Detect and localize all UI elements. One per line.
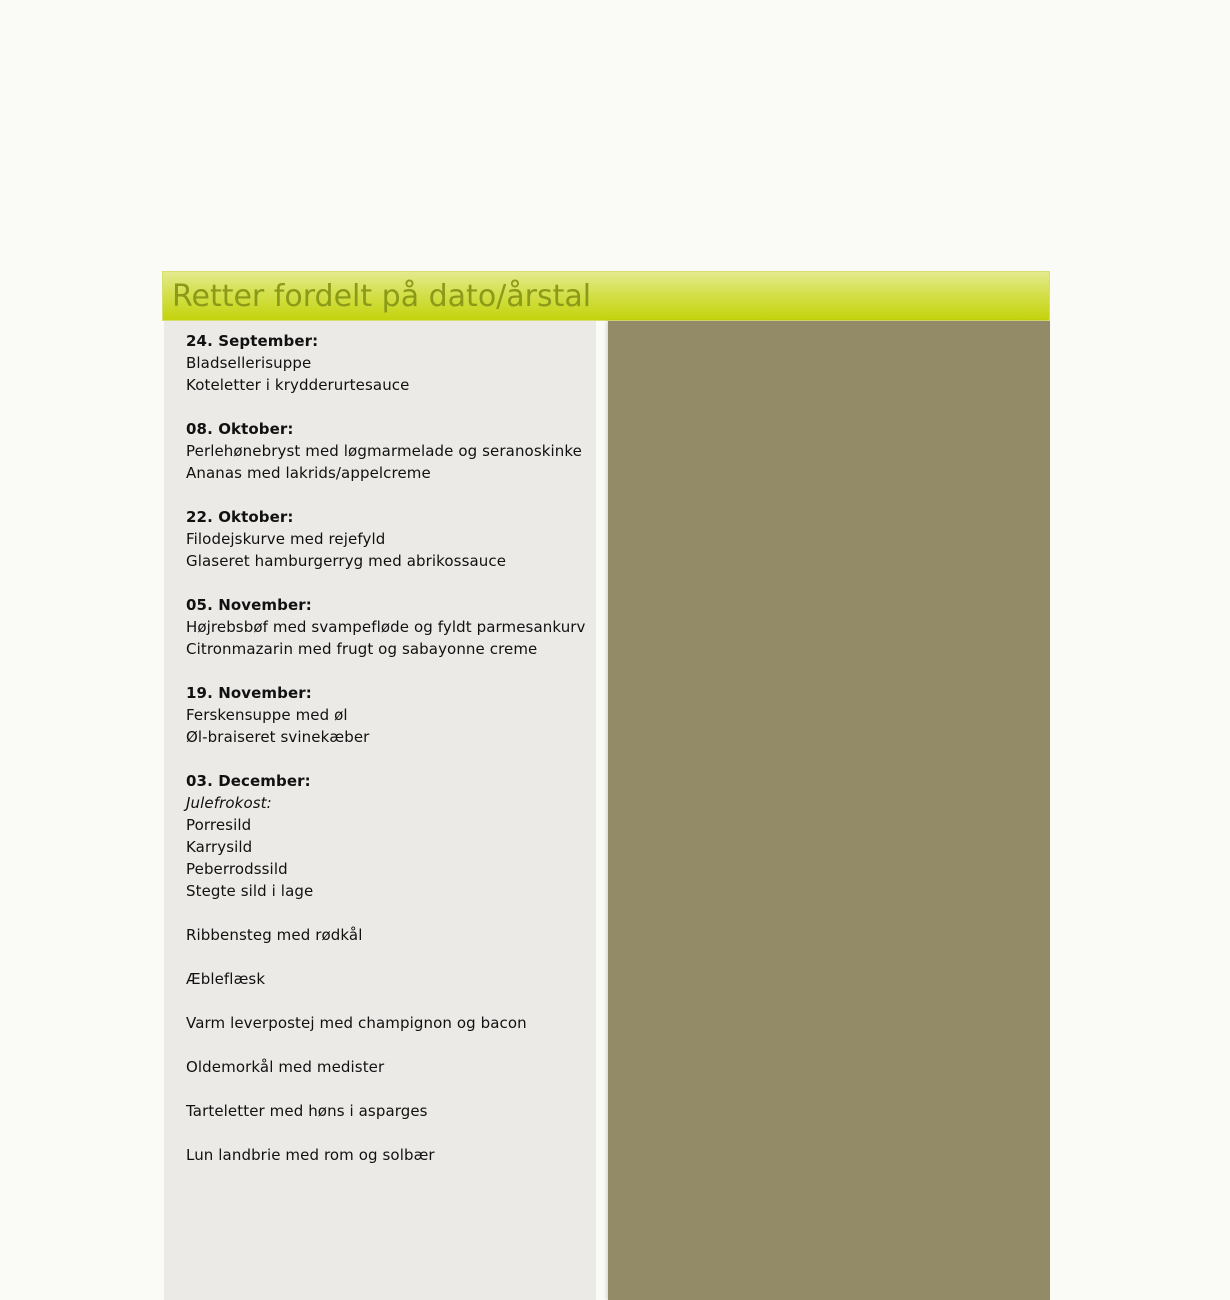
menu-item: Tarteletter med høns i asparges — [186, 1102, 428, 1120]
menu-item: Æbleflæsk — [186, 970, 266, 988]
menu-item: Lun landbrie med rom og solbær — [186, 1146, 435, 1164]
menu-item: Øl-braiseret svinekæber — [186, 728, 370, 746]
menu-item: Oldemorkål med medister — [186, 1058, 385, 1076]
blank-line — [186, 902, 586, 924]
date-heading: 08. Oktober: — [186, 420, 294, 438]
menu-item: Glaseret hamburgerryg med abrikossauce — [186, 552, 507, 570]
menu-item: Peberrodssild — [186, 860, 288, 878]
blank-line — [186, 946, 586, 968]
page-title: Retter fordelt på dato/årstal — [172, 279, 592, 314]
menu-item: Ribbensteg med rødkål — [186, 926, 363, 944]
blank-line — [186, 990, 586, 1012]
date-heading: 24. September: — [186, 332, 319, 350]
blank-line — [186, 572, 586, 594]
menu-column — [164, 321, 596, 1300]
blank-line — [186, 1078, 586, 1100]
menu-item: Perlehønebryst med løgmarmelade og seranoskinke — [186, 442, 582, 460]
menu-item: Varm leverpostej med champignon og bacon — [186, 1014, 527, 1032]
date-heading: 05. November: — [186, 596, 312, 614]
menu-item: Filodejskurve med rejefyld — [186, 530, 386, 548]
menu-item: Citronmazarin med frugt og sabayonne creme — [186, 640, 538, 658]
date-heading: 03. December: — [186, 772, 311, 790]
blank-line — [186, 396, 586, 418]
title-banner — [162, 271, 1050, 321]
menu-list — [186, 330, 586, 1166]
blank-line — [186, 1034, 586, 1056]
date-heading: 19. November: — [186, 684, 312, 702]
blank-line — [186, 484, 586, 506]
menu-item: Højrebsbøf med svampefløde og fyldt parmesankurv — [186, 618, 586, 636]
menu-item: Bladsellerisuppe — [186, 354, 312, 372]
menu-item: Porresild — [186, 816, 252, 834]
menu-item: Karrysild — [186, 838, 253, 856]
blank-line — [186, 1122, 586, 1144]
menu-item: Koteletter i krydderurtesauce — [186, 376, 410, 394]
menu-item: Ferskensuppe med øl — [186, 706, 348, 724]
blank-line — [186, 748, 586, 770]
date-heading: 22. Oktober: — [186, 508, 294, 526]
menu-item: Stegte sild i lage — [186, 882, 314, 900]
blank-line — [186, 660, 586, 682]
image-panel — [608, 321, 1050, 1300]
menu-subheading: Julefrokost: — [186, 794, 272, 812]
menu-item: Ananas med lakrids/appelcreme — [186, 464, 431, 482]
